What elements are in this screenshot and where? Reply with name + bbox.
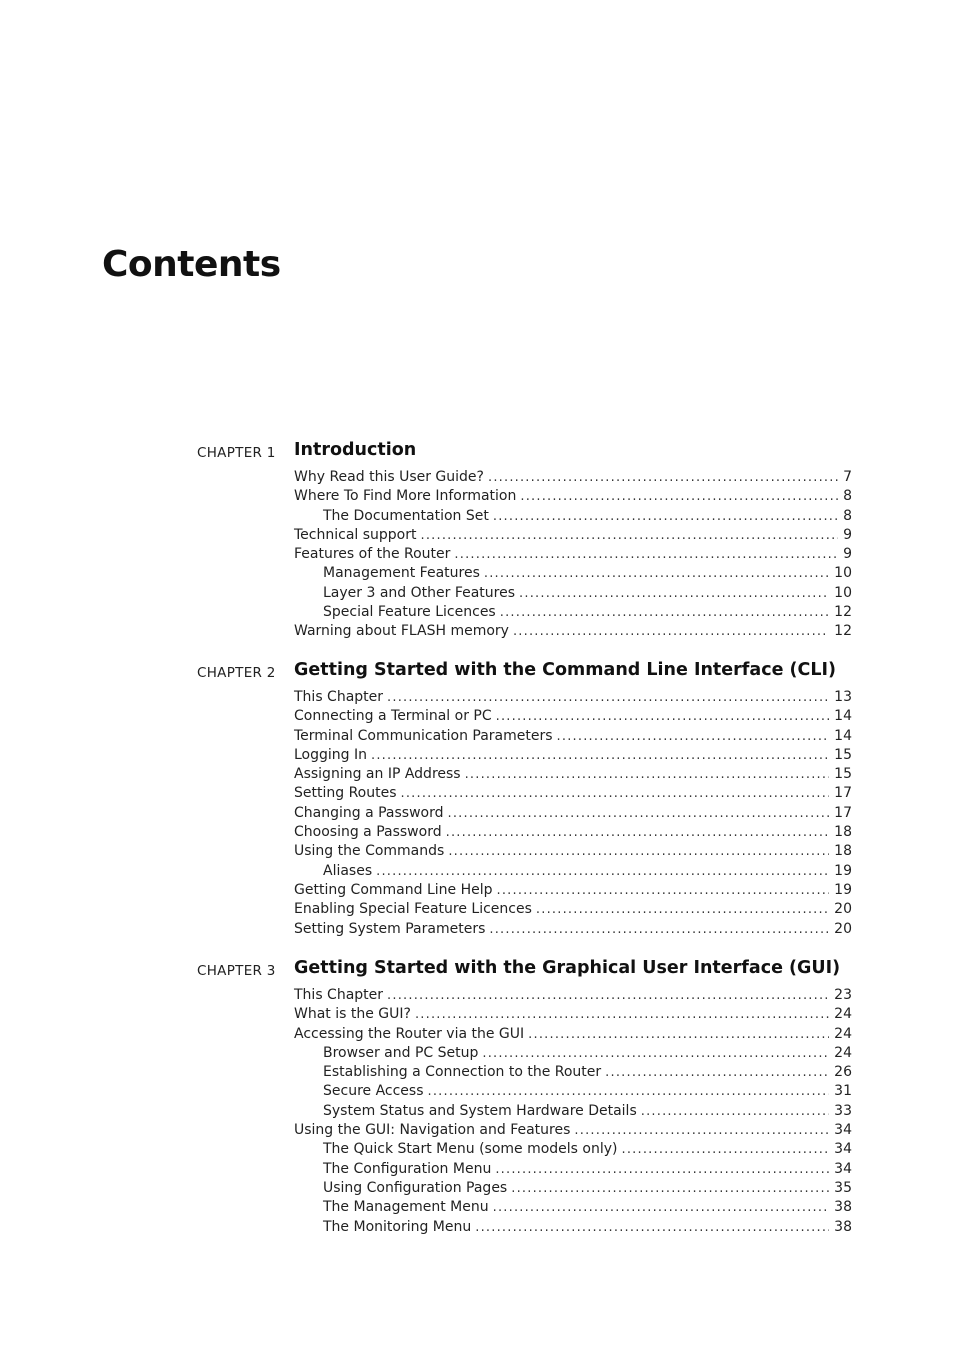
toc-entry[interactable] xyxy=(294,1122,852,1141)
dot-leader xyxy=(496,709,830,724)
toc-entry-page-number: 24 xyxy=(834,1006,852,1023)
toc-entry-title: Secure Access xyxy=(323,1083,424,1100)
toc-entry-page-number: 14 xyxy=(834,708,852,725)
dot-leader xyxy=(421,528,839,543)
toc-entry-title: This Chapter xyxy=(294,987,384,1003)
toc-entry[interactable] xyxy=(294,728,852,747)
toc-entry[interactable] xyxy=(294,546,852,565)
dot-leader xyxy=(387,690,829,705)
toc-entry-page-number: 12 xyxy=(834,604,852,621)
toc-entry[interactable] xyxy=(294,766,852,785)
toc-entry[interactable] xyxy=(294,843,852,862)
dot-leader xyxy=(519,586,829,601)
toc-entry-page-number: 34 xyxy=(834,1141,852,1158)
toc-entry[interactable] xyxy=(294,585,852,604)
toc-entry[interactable] xyxy=(294,1199,852,1218)
toc-entry-page-number: 18 xyxy=(834,824,852,841)
toc-entry-title: The Quick Start Menu (some models only) xyxy=(323,1141,618,1158)
toc-entry-page-number: 10 xyxy=(834,584,852,601)
dot-leader xyxy=(495,1162,829,1177)
dot-leader xyxy=(493,1200,830,1215)
toc-entry[interactable] xyxy=(294,508,852,527)
dot-leader xyxy=(484,566,829,581)
dot-leader xyxy=(511,1181,829,1196)
toc-entry-title: Using Configuration Pages xyxy=(323,1179,508,1196)
toc-entry-page-number: 18 xyxy=(834,843,852,860)
toc-entry[interactable] xyxy=(294,1103,852,1122)
toc-entry-title: Aliases xyxy=(323,862,373,879)
dot-leader xyxy=(454,547,838,562)
dot-leader xyxy=(557,729,830,744)
toc-entry-title: Connecting a Terminal or PC xyxy=(294,708,492,725)
toc-entry-title: Features of the Router xyxy=(294,546,451,563)
toc-entry[interactable] xyxy=(294,1141,852,1160)
toc-entry-title: Using the Commands xyxy=(294,843,445,860)
toc-entry[interactable] xyxy=(294,1006,852,1025)
dot-leader xyxy=(574,1123,829,1138)
toc-entry[interactable] xyxy=(294,604,852,623)
dot-leader xyxy=(513,624,829,639)
toc-entry-page-number: 8 xyxy=(843,507,852,524)
toc-entry-title: Getting Command Line Help xyxy=(294,881,493,898)
toc-entry-title: Terminal Communication Parameters xyxy=(294,727,553,744)
toc-entry-page-number: 13 xyxy=(834,689,852,705)
toc-entry-title: System Status and System Hardware Details xyxy=(323,1102,637,1119)
toc-entry-page-number: 9 xyxy=(843,546,852,563)
toc-entry-page-number: 24 xyxy=(834,1025,852,1042)
toc-entry-page-number: 34 xyxy=(834,1122,852,1139)
toc-entry-title: Accessing the Router via the GUI xyxy=(294,1025,525,1042)
toc-entry-page-number: 15 xyxy=(834,766,852,783)
toc-entry[interactable] xyxy=(294,1180,852,1199)
toc-entry[interactable] xyxy=(294,863,852,882)
toc-entry-title: Special Feature Licences xyxy=(323,604,496,621)
dot-leader xyxy=(415,1007,829,1022)
toc-entry[interactable] xyxy=(294,1064,852,1083)
page-title: Contents xyxy=(102,244,281,285)
toc-entry-title: Setting Routes xyxy=(294,785,397,802)
dot-leader xyxy=(448,806,830,821)
toc-entry-title: Assigning an IP Address xyxy=(294,766,461,783)
chapter-label: CHAPTER 3 xyxy=(197,963,276,979)
toc-entry-page-number: 12 xyxy=(834,623,852,640)
toc-entry[interactable] xyxy=(294,708,852,727)
toc-entry[interactable] xyxy=(294,488,852,507)
toc-entry-title: The Monitoring Menu xyxy=(323,1218,472,1235)
toc-entry-page-number: 26 xyxy=(834,1064,852,1081)
toc-entry-page-number: 31 xyxy=(834,1083,852,1100)
toc-entry[interactable] xyxy=(294,805,852,824)
toc-entry[interactable] xyxy=(294,987,852,1006)
toc-entry[interactable] xyxy=(294,469,852,488)
toc-entry[interactable] xyxy=(294,565,852,584)
toc-entry[interactable] xyxy=(294,1026,852,1045)
toc-entry-page-number: 14 xyxy=(834,727,852,744)
toc-entry-title: Warning about FLASH memory xyxy=(294,623,509,640)
chapter-title[interactable]: Introduction xyxy=(294,440,417,460)
toc-entry[interactable] xyxy=(294,1083,852,1102)
dot-leader xyxy=(482,1046,829,1061)
toc-entry-page-number: 34 xyxy=(834,1160,852,1177)
toc-entry-list xyxy=(294,469,852,643)
toc-entry[interactable] xyxy=(294,785,852,804)
dot-leader xyxy=(500,605,829,620)
toc-entry-title: The Configuration Menu xyxy=(323,1160,492,1177)
toc-entry[interactable] xyxy=(294,1219,852,1238)
toc-entry-page-number: 15 xyxy=(834,746,852,763)
dot-leader xyxy=(401,786,830,801)
toc-entry-title: Setting System Parameters xyxy=(294,920,486,937)
toc-entry-title: Enabling Special Feature Licences xyxy=(294,901,532,918)
dot-leader xyxy=(428,1084,830,1099)
toc-entry-title: What is the GUI? xyxy=(294,1006,411,1023)
toc-entry[interactable] xyxy=(294,527,852,546)
chapter-label: CHAPTER 1 xyxy=(197,445,276,461)
toc-entry[interactable] xyxy=(294,824,852,843)
dot-leader xyxy=(448,844,829,859)
toc-entry-page-number: 7 xyxy=(843,469,852,485)
toc-entry[interactable] xyxy=(294,623,852,642)
toc-entry-page-number: 38 xyxy=(834,1218,852,1235)
dot-leader xyxy=(488,470,838,485)
toc-entry-page-number: 8 xyxy=(843,488,852,505)
dot-leader xyxy=(371,748,829,763)
toc-entry-page-number: 35 xyxy=(834,1179,852,1196)
toc-entry-title: Using the GUI: Navigation and Features xyxy=(294,1122,571,1139)
toc-entry-title: Why Read this User Guide? xyxy=(294,469,484,485)
toc-entry-title: Technical support xyxy=(294,526,417,543)
toc-entry-title: Choosing a Password xyxy=(294,824,442,841)
toc-entry-page-number: 19 xyxy=(834,862,852,879)
toc-entry[interactable] xyxy=(294,1045,852,1064)
toc-entry-title: The Management Menu xyxy=(323,1199,489,1216)
dot-leader xyxy=(497,883,830,898)
dot-leader xyxy=(536,902,829,917)
toc-entry-title: Logging In xyxy=(294,746,367,763)
toc-entry-title: Browser and PC Setup xyxy=(323,1044,479,1061)
toc-entry[interactable] xyxy=(294,921,852,940)
dot-leader xyxy=(528,1027,829,1042)
toc-entry-title: Establishing a Connection to the Router xyxy=(323,1064,602,1081)
toc-entry-page-number: 9 xyxy=(843,526,852,543)
dot-leader xyxy=(475,1220,829,1235)
dot-leader xyxy=(489,922,829,937)
toc-entry-list xyxy=(294,987,852,1238)
dot-leader xyxy=(622,1142,830,1157)
toc-entry-page-number: 33 xyxy=(834,1102,852,1119)
toc-entry-page-number: 19 xyxy=(834,881,852,898)
toc-entry-page-number: 17 xyxy=(834,785,852,802)
chapter-title[interactable]: Getting Started with the Graphical User Interface (GUI) xyxy=(294,958,841,978)
toc-entry-title: Management Features xyxy=(323,565,480,582)
toc-entry[interactable] xyxy=(294,901,852,920)
dot-leader xyxy=(446,825,830,840)
toc-entry-title: This Chapter xyxy=(294,689,384,705)
toc-entry-list xyxy=(294,689,852,940)
dot-leader xyxy=(376,864,829,879)
toc-entry-title: The Documentation Set xyxy=(323,507,489,524)
dot-leader xyxy=(641,1104,829,1119)
toc-entry-page-number: 20 xyxy=(834,901,852,918)
toc-entry-page-number: 38 xyxy=(834,1199,852,1216)
toc-entry[interactable] xyxy=(294,1161,852,1180)
toc-entry-page-number: 24 xyxy=(834,1044,852,1061)
toc-entry[interactable] xyxy=(294,882,852,901)
toc-entry-page-number: 10 xyxy=(834,565,852,582)
dot-leader xyxy=(465,767,830,782)
toc-entry[interactable] xyxy=(294,689,852,708)
toc-entry-title: Where To Find More Information xyxy=(294,488,517,505)
chapter-title[interactable]: Getting Started with the Command Line Interface (CLI) xyxy=(294,660,837,680)
toc-entry-title: Layer 3 and Other Features xyxy=(323,584,516,601)
dot-leader xyxy=(387,988,829,1003)
toc-entry-page-number: 17 xyxy=(834,804,852,821)
toc-entry[interactable] xyxy=(294,747,852,766)
toc-entry-title: Changing a Password xyxy=(294,804,444,821)
toc-entry-page-number: 20 xyxy=(834,920,852,937)
dot-leader xyxy=(493,509,838,524)
dot-leader xyxy=(605,1065,829,1080)
chapter-label: CHAPTER 2 xyxy=(197,665,276,681)
toc-entry-page-number: 23 xyxy=(834,987,852,1003)
dot-leader xyxy=(520,489,838,504)
